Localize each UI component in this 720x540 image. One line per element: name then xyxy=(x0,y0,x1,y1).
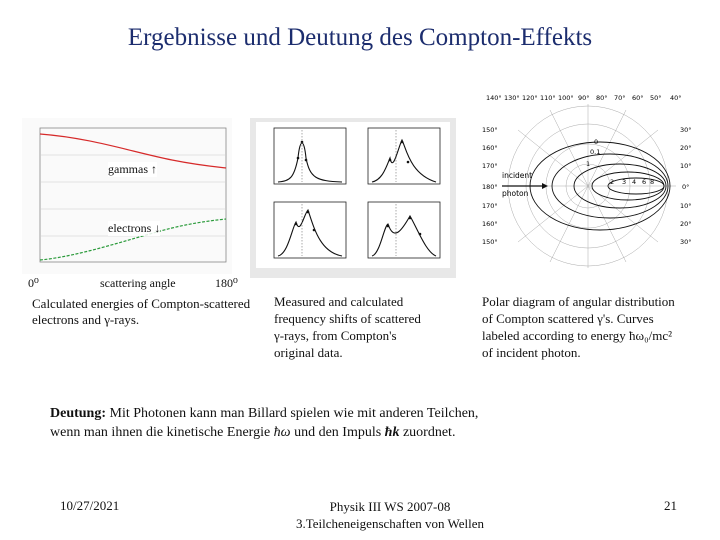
polar-angle-label: 50° xyxy=(650,94,662,102)
figure2-caption-line: γ-rays, from Compton's xyxy=(274,328,397,343)
momentum-symbol: ħk xyxy=(384,425,400,440)
curve-label: 3 xyxy=(622,178,627,186)
polar-angle-label: 40° xyxy=(670,94,682,102)
polar-angle-label: 180° xyxy=(482,183,498,191)
polar-angle-label: 70° xyxy=(614,94,626,102)
polar-diagram xyxy=(482,92,694,270)
energy-plot-graphic xyxy=(22,118,232,274)
footer-course-line1: Physik III WS 2007-08 xyxy=(329,499,451,514)
polar-angle-label: 110° xyxy=(540,94,556,102)
curve-label: 8 xyxy=(650,178,655,186)
figure1-caption: Calculated energies of Compton-scattered electrons and γ-rays. xyxy=(32,296,251,327)
polar-angle-label: 130° xyxy=(504,94,520,102)
polar-diagram-graphic xyxy=(482,92,694,270)
polar-angle-label: 170° xyxy=(482,202,498,210)
figure2-caption xyxy=(274,293,432,361)
curve-label: 0.1 xyxy=(590,148,601,156)
polar-angle-label: 140° xyxy=(486,94,502,102)
gammas-label: gammas ↑ xyxy=(108,162,157,176)
polar-angle-label: 150° xyxy=(482,126,498,134)
footer-date: 10/27/2021 xyxy=(60,498,120,513)
page-number: 21 xyxy=(664,498,677,513)
footer-course-line2: 3.Teilcheneigenschaften von Wellen xyxy=(295,516,485,531)
polar-angle-label: 120° xyxy=(522,94,538,102)
polar-angle-label: 10° xyxy=(680,202,692,210)
curve-label: 1 xyxy=(586,160,591,168)
polar-angle-label: 30° xyxy=(680,238,692,246)
figure3-caption-line: Polar diagram of angular distribution xyxy=(482,294,675,309)
compton-data-graphic xyxy=(250,118,456,278)
x-axis-label: scattering angle xyxy=(100,276,176,290)
x-end-label: 180⁰ xyxy=(215,276,238,290)
polar-angle-label: 90° xyxy=(578,94,590,102)
polar-angle-label: 100° xyxy=(558,94,574,102)
figure3-caption-line: of Compton scattered γ's. Curves xyxy=(482,311,654,326)
photon-label: photon xyxy=(502,189,529,198)
polar-angle-label: 10° xyxy=(680,162,692,170)
energy-plot xyxy=(22,118,232,274)
figure3-caption xyxy=(482,293,696,361)
interpretation-note xyxy=(50,404,610,442)
curve-label: 4 xyxy=(632,178,637,186)
compton-data-figure xyxy=(250,118,456,278)
footer-course xyxy=(270,498,510,532)
note-line2-c: zuordnet. xyxy=(399,425,456,440)
note-line2-b: und den Impuls xyxy=(290,425,385,440)
note-heading: Deutung: xyxy=(50,406,107,421)
curve-label: 2 xyxy=(610,178,615,186)
polar-angle-label: 20° xyxy=(680,220,692,228)
polar-angle-label: 150° xyxy=(482,238,498,246)
x-start-label: 0⁰ xyxy=(28,276,39,290)
polar-angle-label: 0° xyxy=(682,183,690,191)
note-line2-a: wenn man ihnen die kinetische Energie xyxy=(50,425,274,440)
energy-symbol: ħω xyxy=(273,425,291,440)
polar-angle-label: 80° xyxy=(596,94,608,102)
polar-angle-label: 30° xyxy=(680,126,692,134)
figure2-caption-line: frequency shifts of scattered xyxy=(274,311,421,326)
polar-angle-label: 160° xyxy=(482,144,498,152)
polar-angle-label: 20° xyxy=(680,144,692,152)
page-title: Ergebnisse und Deutung des Compton-Effekts xyxy=(127,24,593,51)
polar-angle-label: 60° xyxy=(632,94,644,102)
incident-label: incident xyxy=(502,171,533,180)
figure2-caption-line: Measured and calculated xyxy=(274,294,404,309)
polar-angle-label: 170° xyxy=(482,162,498,170)
figure3-caption-line: labeled according to energy ħω₀/mc² xyxy=(482,328,673,343)
polar-angle-label: 160° xyxy=(482,220,498,228)
note-line1: Mit Photonen kann man Billard spielen wie mit anderen Teilchen, xyxy=(106,406,479,421)
curve-label: 6 xyxy=(642,178,647,186)
curve-label: 0 xyxy=(594,138,599,146)
figure3-caption-line: of incident photon. xyxy=(482,345,581,360)
electrons-label: electrons ↓ xyxy=(108,221,161,235)
figure2-caption-line: original data. xyxy=(274,345,343,360)
